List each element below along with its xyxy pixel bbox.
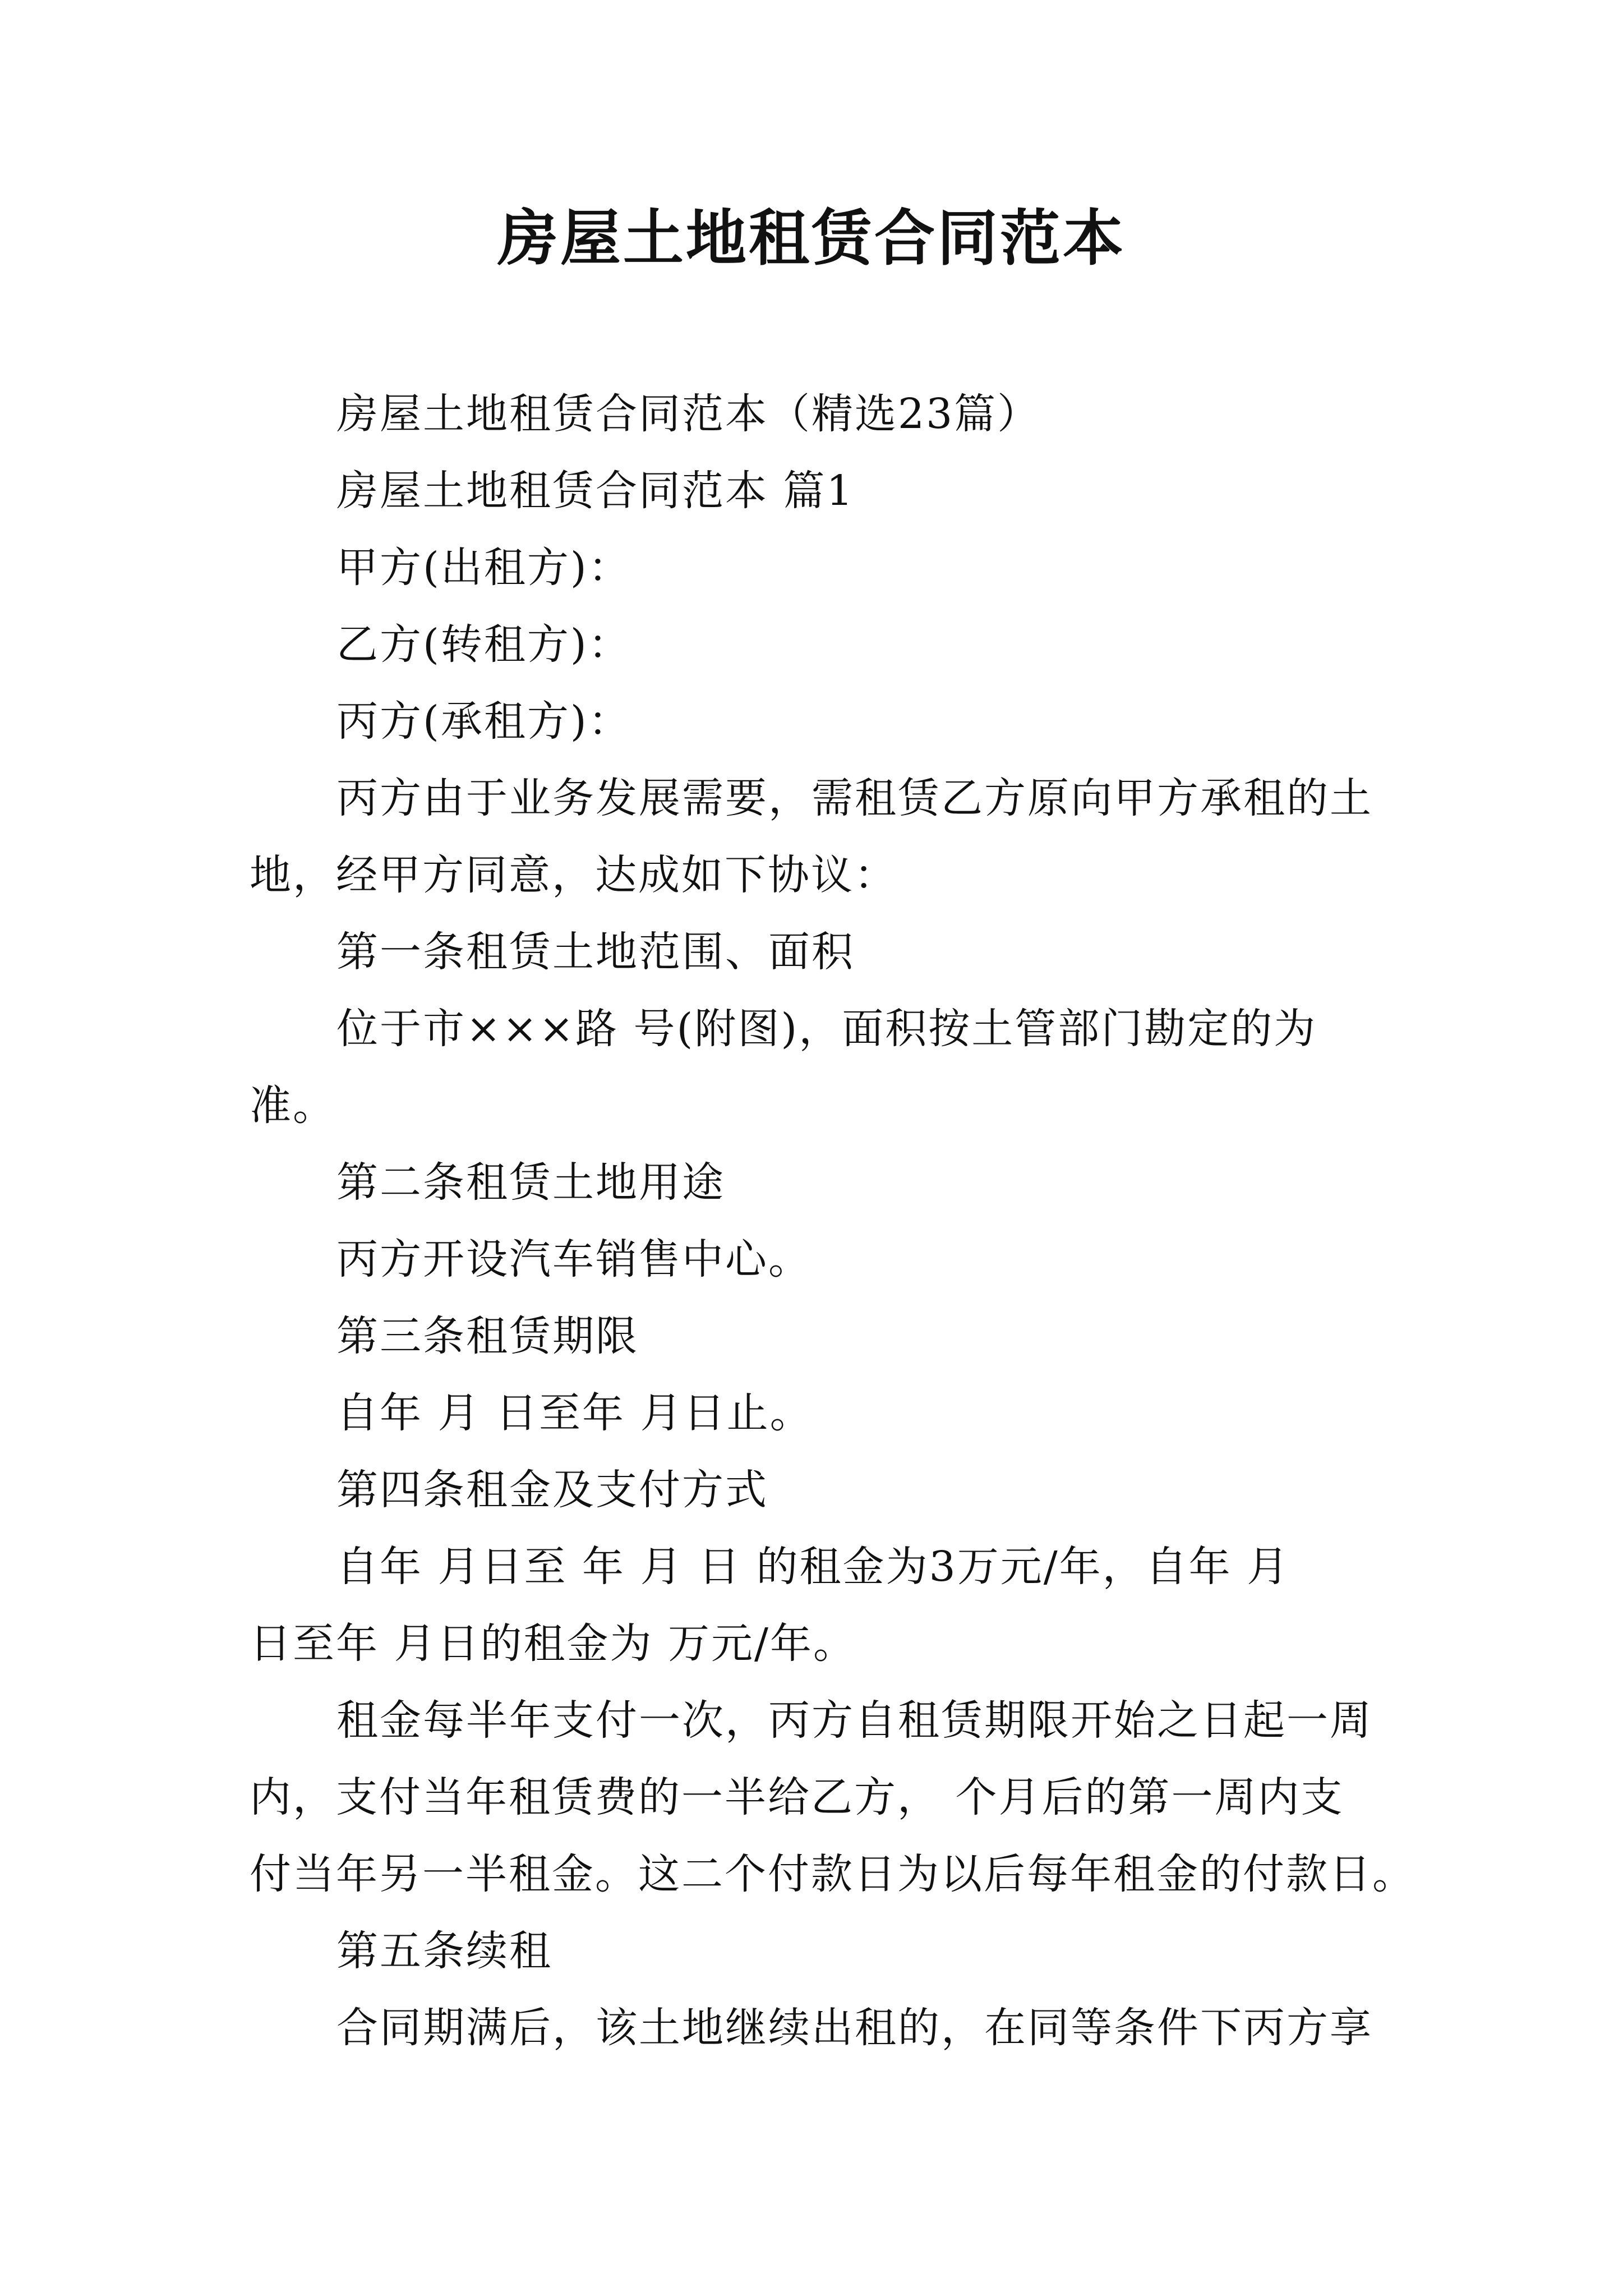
article-heading: 第五条续租 (336, 1927, 552, 1975)
party-b-line: 乙方(转租方)： (336, 620, 631, 669)
party-a-line: 甲方(出租方)： (336, 544, 631, 592)
article-heading: 第四条租金及支付方式 (336, 1466, 768, 1514)
paragraph-line: 租金每半年支付一次，丙方自租赁期限开始之日起一周 (336, 1696, 1373, 1745)
paragraph-line: 丙方由于业务发展需要，需租赁乙方原向甲方承租的土 (336, 774, 1373, 822)
subtitle-line: 房屋土地租赁合同范本（精选23篇） (336, 390, 1041, 438)
paragraph-line: 内，支付当年租赁费的一半给乙方， 个月后的第一周内支 (250, 1773, 1344, 1821)
paragraph-line: 地，经甲方同意，达成如下协议： (250, 851, 897, 899)
paragraph-line: 位于市×××路 号(附图)，面积按土管部门勘定的为 (336, 1005, 1317, 1053)
paragraph-line: 合同期满后，该土地继续出租的，在同等条件下丙方享 (336, 2004, 1373, 2052)
document-title: 房屋土地租赁合同范本 (497, 203, 1126, 274)
paragraph-line: 自年 月日至 年 月 日 的租金为3万元/年，自年 月 (336, 1543, 1290, 1591)
article-heading: 第一条租赁土地范围、面积 (336, 928, 855, 976)
article-heading: 第三条租赁期限 (336, 1312, 639, 1360)
section-heading: 房屋土地租赁合同范本 篇1 (336, 467, 855, 515)
paragraph-line: 准。 (250, 1082, 336, 1130)
paragraph-line: 付当年另一半租金。这二个付款日为以后每年租金的付款日。 (250, 1850, 1415, 1898)
party-c-line: 丙方(承租方)： (336, 697, 631, 746)
paragraph-line: 自年 月 日至年 月日止。 (336, 1389, 813, 1437)
paragraph-line: 丙方开设汽车销售中心。 (336, 1235, 811, 1283)
article-heading: 第二条租赁土地用途 (336, 1158, 725, 1207)
paragraph-line: 日至年 月日的租金为 万元/年。 (250, 1619, 856, 1668)
